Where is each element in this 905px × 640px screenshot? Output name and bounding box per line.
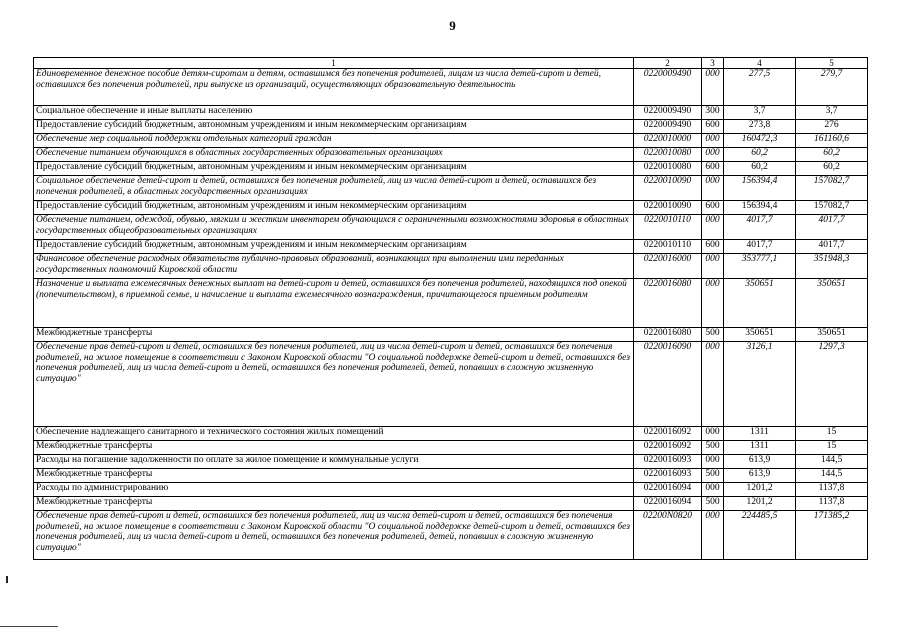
table-row [34,148,868,162]
row-name-cell: Финансовое обеспечение расходных обязательств публично-правовых образований, возникающих при выполнении ими переданных государственных полномочий Кировской области [34,254,634,279]
page-number: 9 [449,18,456,33]
row-value-2022-cell: 279,7 [796,69,868,106]
table-row [34,162,868,176]
row-name-cell: Обеспечение прав детей-сирот и детей, оставшихся без попечения родителей, лиц из числа детей-сирот и детей, оставшихся без попечения родителей, на жилое помещение в соответствии с Законом Кировской области "О социальной поддержке детей-сирот и детей, оставшихся без попечения родителей, лиц из числа детей-сирот и детей, оставшихся без попечения родителей, детей, попавших в сложную жизненную ситуацию" [34,511,634,560]
row-value-2021-cell: 1201,2 [724,483,796,497]
row-value-2022-cell: 3,7 [796,106,868,120]
row-value-2022-cell: 276 [796,120,868,134]
row-type-cell: 000 [702,483,724,497]
row-name-cell: Единовременное денежное пособие детям-сиротам и детям, оставшимся без попечения родителей, лицам из числа детей-сирот и детей, оставшихся без попечения родителей, при выпуске из организаций, осуществляющих образовательную деятельность [34,69,634,106]
row-value-2021-cell: 224485,5 [724,511,796,560]
row-value-2022-cell: 171385,2 [796,511,868,560]
table-row [34,427,868,441]
row-type-cell: 000 [702,176,724,201]
table-row [34,497,868,511]
row-value-2021-cell: 3126,1 [724,342,796,427]
row-value-2021-cell: 160472,3 [724,134,796,148]
row-code-cell: 0220016094 [634,483,702,497]
row-type-cell: 000 [702,279,724,328]
row-value-2021-cell: 60,2 [724,162,796,176]
row-value-2022-cell: 60,2 [796,162,868,176]
row-type-cell: 000 [702,455,724,469]
row-code-cell: 0220010110 [634,215,702,240]
row-code-cell: 0220010090 [634,201,702,215]
row-value-2022-cell: 350651 [796,279,868,328]
table-row [34,469,868,483]
row-value-2021-cell: 1201,2 [724,497,796,511]
row-value-2021-cell: 353777,1 [724,254,796,279]
row-name-cell: Расходы по администрированию [34,483,634,497]
table-row [34,328,868,342]
row-name-cell: Расходы на погашение задолженности по оплате за жилое помещение и коммунальные услуги [34,455,634,469]
row-value-2022-cell: 1137,8 [796,497,868,511]
row-value-2021-cell: 156394,4 [724,176,796,201]
row-type-cell: 500 [702,469,724,483]
row-value-2021-cell: 3,7 [724,106,796,120]
row-code-cell: 0220010110 [634,240,702,254]
row-name-cell: Межбюджетные трансферты [34,469,634,483]
row-code-cell: 0220010080 [634,162,702,176]
table-row [34,215,868,240]
row-name-cell: Межбюджетные трансферты [34,441,634,455]
table-row [34,455,868,469]
row-name-cell: Социальное обеспечение детей-сирот и детей, оставшихся без попечения родителей, лиц из числа детей-сирот и детей, оставшихся без попечения родителей, в областных государственных организациях [34,176,634,201]
row-type-cell: 000 [702,254,724,279]
table-row [34,134,868,148]
row-code-cell: 0220016090 [634,342,702,427]
row-name-cell: Назначение и выплата ежемесячных денежных выплат на детей-сирот и детей, оставшихся без попечения родителей, находящихся под опекой (попечительством), в приемной семье, и начисление и выплата ежемесячного вознаграждения, причитающегося приемным родителям [34,279,634,328]
row-value-2022-cell: 350651 [796,328,868,342]
table-row [34,279,868,328]
row-name-cell: Предоставление субсидий бюджетным, автономным учреждениям и иным некоммерческим организациям [34,201,634,215]
row-value-2021-cell: 277,5 [724,69,796,106]
margin-mark [6,576,8,583]
row-value-2021-cell: 350651 [724,328,796,342]
row-code-cell: 0220016093 [634,455,702,469]
row-code-cell: 0220016080 [634,279,702,328]
row-value-2021-cell: 350651 [724,279,796,328]
row-code-cell: 0220010000 [634,134,702,148]
table-row [34,483,868,497]
table-row [34,254,868,279]
row-value-2022-cell: 161160,6 [796,134,868,148]
column-header-4: 4 [724,58,796,69]
row-code-cell: 0220016093 [634,469,702,483]
row-value-2022-cell: 60,2 [796,148,868,162]
row-type-cell: 000 [702,215,724,240]
column-header-5: 5 [796,58,868,69]
row-code-cell: 02200N0820 [634,511,702,560]
table-row [34,240,868,254]
table-row [34,342,868,427]
row-value-2022-cell: 1297,3 [796,342,868,427]
row-type-cell: 000 [702,511,724,560]
row-value-2022-cell: 15 [796,441,868,455]
column-header-2: 2 [634,58,702,69]
table-row [34,176,868,201]
row-type-cell: 300 [702,106,724,120]
row-value-2022-cell: 157082,7 [796,201,868,215]
row-type-cell: 000 [702,148,724,162]
row-name-cell: Обеспечение питанием обучающихся в областных государственных образовательных организациях [34,148,634,162]
row-type-cell: 000 [702,134,724,148]
row-code-cell: 0220009490 [634,120,702,134]
row-name-cell: Обеспечение прав детей-сирот и детей, оставшихся без попечения родителей, лиц из числа детей-сирот и детей, оставшихся без попечения родителей, на жилое помещение в соответствии с Законом Кировской области "О социальной поддержке детей-сирот и детей, оставшихся без попечения родителей, лиц из числа детей-сирот и детей, оставшихся без попечения родителей, детей, попавших в сложную жизненную ситуацию" [34,342,634,427]
row-type-cell: 600 [702,201,724,215]
row-code-cell: 0220009490 [634,106,702,120]
table-row [34,511,868,560]
row-name-cell: Предоставление субсидий бюджетным, автономным учреждениям и иным некоммерческим организациям [34,240,634,254]
row-name-cell: Обеспечение питанием, одеждой, обувью, мягким и жестким инвентарем обучающихся с ограниченными возможностями здоровья в областных государственных общеобразовательных организациях [34,215,634,240]
row-value-2021-cell: 1311 [724,441,796,455]
row-value-2022-cell: 144,5 [796,455,868,469]
row-type-cell: 000 [702,427,724,441]
row-value-2021-cell: 4017,7 [724,215,796,240]
row-value-2022-cell: 4017,7 [796,240,868,254]
row-type-cell: 500 [702,441,724,455]
row-name-cell: Обеспечение надлежащего санитарного и технического состояния жилых помещений [34,427,634,441]
row-value-2022-cell: 4017,7 [796,215,868,240]
row-value-2022-cell: 15 [796,427,868,441]
row-type-cell: 000 [702,69,724,106]
row-code-cell: 0220016094 [634,497,702,511]
column-header-3: 3 [702,58,724,69]
table-row [34,69,868,106]
column-header-1: 1 [34,58,634,69]
row-type-cell: 600 [702,162,724,176]
budget-table-body [34,58,868,560]
row-type-cell: 000 [702,342,724,427]
row-value-2021-cell: 1311 [724,427,796,441]
row-value-2022-cell: 1137,8 [796,483,868,497]
row-value-2021-cell: 60,2 [724,148,796,162]
row-name-cell: Предоставление субсидий бюджетным, автономным учреждениям и иным некоммерческим организациям [34,120,634,134]
row-value-2021-cell: 273,8 [724,120,796,134]
row-value-2021-cell: 613,9 [724,469,796,483]
row-code-cell: 0220016092 [634,427,702,441]
table-row [34,120,868,134]
row-name-cell: Предоставление субсидий бюджетным, автономным учреждениям и иным некоммерческим организациям [34,162,634,176]
budget-table [33,57,868,560]
table-row [34,441,868,455]
row-type-cell: 600 [702,240,724,254]
row-value-2021-cell: 156394,4 [724,201,796,215]
row-value-2022-cell: 157082,7 [796,176,868,201]
row-value-2021-cell: 4017,7 [724,240,796,254]
row-code-cell: 0220016092 [634,441,702,455]
row-code-cell: 0220016080 [634,328,702,342]
row-type-cell: 600 [702,120,724,134]
scan-edge-line [0,626,58,627]
table-header-row [34,58,868,69]
row-code-cell: 0220010080 [634,148,702,162]
row-name-cell: Социальное обеспечение и иные выплаты населению [34,106,634,120]
row-value-2022-cell: 144,5 [796,469,868,483]
row-code-cell: 0220016000 [634,254,702,279]
row-type-cell: 500 [702,328,724,342]
row-value-2022-cell: 351948,3 [796,254,868,279]
row-code-cell: 0220009490 [634,69,702,106]
row-value-2021-cell: 613,9 [724,455,796,469]
row-name-cell: Межбюджетные трансферты [34,497,634,511]
row-name-cell: Обеспечение мер социальной поддержки отдельных категорий граждан [34,134,634,148]
table-row [34,106,868,120]
row-name-cell: Межбюджетные трансферты [34,328,634,342]
row-code-cell: 0220010090 [634,176,702,201]
table-row [34,201,868,215]
row-type-cell: 500 [702,497,724,511]
